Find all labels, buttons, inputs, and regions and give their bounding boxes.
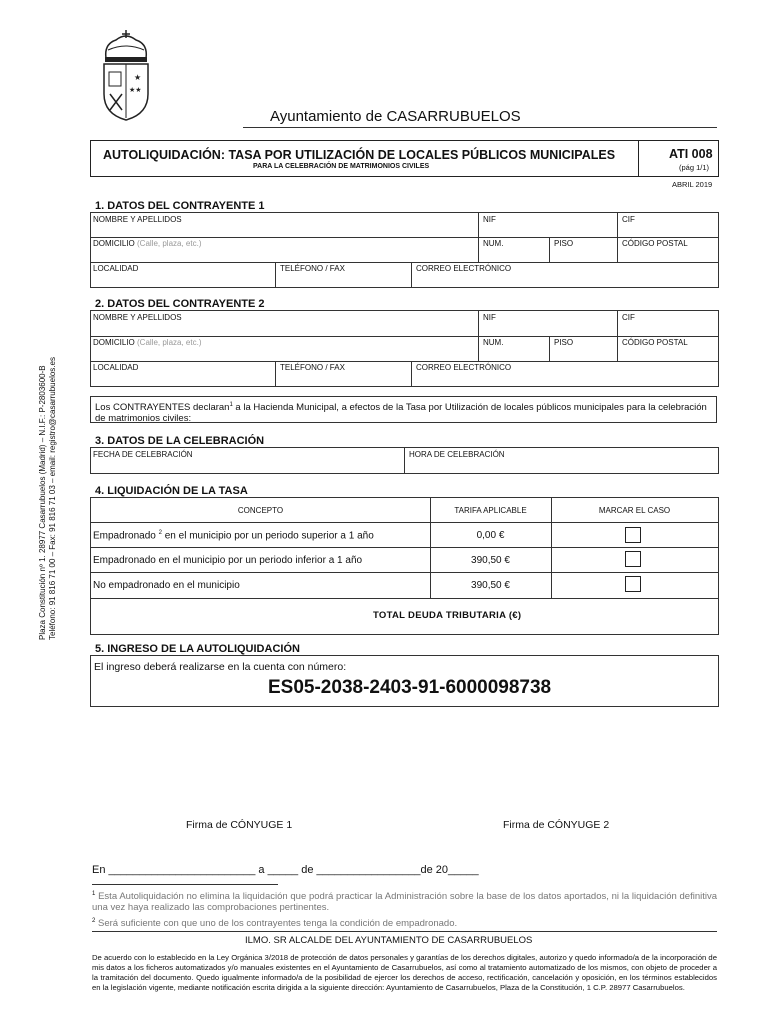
row1-concepto-b: en el municipio por un periodo superior a 1 año (161, 530, 374, 542)
row1-checkbox[interactable] (625, 527, 641, 543)
svg-text:★★: ★★ (129, 87, 142, 94)
addressee-rule (92, 931, 717, 932)
col-concepto: CONCEPTO (237, 506, 284, 515)
svg-text:★: ★ (134, 73, 142, 82)
title-divider (638, 141, 639, 176)
side-address-line2: Teléfono: 91 816 71 00 – Fax: 91 816 71 03 – email: registro@casarrubuelos.es (48, 357, 57, 640)
footnote-rule (92, 884, 278, 885)
tasa-table (90, 497, 719, 635)
s1-piso-field[interactable]: PISO (554, 239, 574, 248)
form-date: ABRIL 2019 (672, 180, 713, 189)
addressee: ILMO. SR ALCALDE DEL AYUNTAMIENTO DE CASARRUBUELOS (245, 935, 533, 946)
section5-title: 5. INGRESO DE LA AUTOLIQUIDACIÓN (95, 643, 300, 655)
declaration-part1: Los CONTRAYENTES declaran (95, 402, 230, 414)
title-box (90, 140, 719, 177)
footnote-ref-2: 2 (158, 530, 162, 536)
fecha-celebracion-field[interactable]: FECHA DE CELEBRACIÓN (93, 450, 193, 459)
header-rule (243, 127, 717, 128)
col-marcar: MARCAR EL CASO (598, 506, 671, 515)
form-code: ATI 008 (669, 147, 713, 161)
date-place-line[interactable]: En ________________________ a _____ de _________________de 20_____ (92, 864, 479, 876)
s1-domicilio-hint: (Calle, plaza, etc.) (137, 239, 202, 248)
s1-domicilio-label: DOMICILIO (93, 239, 135, 248)
side-address-line1: Plaza Constitución nº 1. 28977 Casarrubuelos (Madrid) – N.I.F.: P-2803600-B (38, 365, 47, 640)
section3-title: 3. DATOS DE LA CELEBRACIÓN (95, 435, 265, 447)
declaration-box (90, 396, 717, 423)
section2-grid (90, 310, 719, 387)
s2-cif-field[interactable]: CIF (622, 313, 635, 322)
section4-title: 4. LIQUIDACIÓN DE LA TASA (95, 485, 248, 497)
total-label: TOTAL DEUDA TRIBUTARIA (€) (373, 610, 522, 621)
table-row (91, 528, 376, 543)
s2-localidad-field[interactable]: LOCALIDAD (93, 363, 139, 372)
s1-localidad-field[interactable]: LOCALIDAD (93, 264, 139, 273)
footnote-1-text: Esta Autoliquidación no elimina la liquidación que podrá practicar la Administración sobre la base de los datos aportados, ni la liquidación definitiva una vez haya realizado las comprobaciones pertinentes. (92, 891, 718, 914)
s1-nif-field[interactable]: NIF (483, 215, 496, 224)
s1-correo-field[interactable]: CORREO ELECTRÓNICO (416, 264, 512, 273)
ingreso-text: El ingreso deberá realizarse en la cuenta con número: (94, 661, 347, 673)
s1-cif-field[interactable]: CIF (622, 215, 635, 224)
s2-domicilio-label: DOMICILIO (93, 338, 135, 347)
footnote-ref-1: 1 (229, 402, 233, 408)
s1-telefono-field[interactable]: TELÉFONO / FAX (280, 264, 345, 273)
form-title: AUTOLIQUIDACIÓN: TASA POR UTILIZACIÓN DE LOCALES PÚBLICOS MUNICIPALES (103, 148, 616, 162)
footnote-2-number: 2 (92, 918, 96, 924)
row3-concepto: No empadronado en el municipio (93, 580, 240, 591)
s2-piso-field[interactable]: PISO (554, 338, 574, 347)
s1-domicilio-field[interactable] (91, 237, 203, 250)
row1-tarifa: 0,00 € (476, 530, 505, 541)
s2-domicilio-field[interactable] (91, 336, 203, 349)
hora-celebracion-field[interactable]: HORA DE CELEBRACIÓN (409, 450, 505, 459)
s1-num-field[interactable]: NUM. (483, 239, 504, 248)
footnote-2-text: Será suficiente con que uno de los contrayentes tenga la condición de empadronado. (97, 918, 458, 930)
row2-concepto: Empadronado en el municipio por un periodo inferior a 1 año (93, 555, 363, 566)
firma-conyuge-2: Firma de CÓNYUGE 2 (503, 819, 610, 831)
declaration-text (95, 400, 713, 424)
s1-cp-field[interactable]: CÓDIGO POSTAL (622, 239, 688, 248)
coat-of-arms-icon (96, 30, 156, 125)
row2-tarifa: 390,50 € (471, 555, 510, 566)
section3-grid (90, 447, 719, 474)
row1-concepto-a: Empadronado (93, 530, 159, 542)
form-subtitle: PARA LA CELEBRACIÓN DE MATRIMONIOS CIVILES (253, 163, 430, 170)
footnote-1 (92, 889, 717, 913)
firma-conyuge-1: Firma de CÓNYUGE 1 (186, 819, 293, 831)
s2-nombre-field[interactable]: NOMBRE Y APELLIDOS (93, 313, 182, 322)
side-address (38, 320, 58, 640)
row3-checkbox[interactable] (625, 576, 641, 592)
section1-grid (90, 212, 719, 288)
section2-title: 2. DATOS DEL CONTRAYENTE 2 (95, 298, 265, 310)
s2-correo-field[interactable]: CORREO ELECTRÓNICO (416, 363, 512, 372)
footnote-2 (92, 916, 717, 929)
declaration-part2: a la Hacienda Municipal, a efectos de la Tasa por Utilización de locales públicos municipales para la celebración de matrimonios civiles: (95, 402, 707, 425)
s1-nombre-field[interactable]: NOMBRE Y APELLIDOS (93, 215, 182, 224)
section1-title: 1. DATOS DEL CONTRAYENTE 1 (95, 200, 265, 212)
s2-nif-field[interactable]: NIF (483, 313, 496, 322)
s2-domicilio-hint: (Calle, plaza, etc.) (137, 338, 202, 347)
legal-notice: De acuerdo con lo establecido en la Ley Orgánica 3/2018 de protección de datos personales y garantías de los derechos digitales, autorizo y quedo informado/a de la incorporación de mis datos a los ficheros automatizados y/o manuales existentes en el Ayuntamiento de Casarrubuelos, así como al tratamiento automatizado de los mismos, con objeto de proceder a la tramitación del documento. Quedo igualmente informado/a de la posibilidad de ejercer los derechos de acceso, rectificación, cancelación y oposición, en los términos establecidos en la legislación vigente, mediante notificación escrita dirigida a la siguiente dirección: Ayuntamiento de Casarrubuelos, Plaza de la Constitución, 1 C.P. 28977 Casarrubuelos. (92, 953, 717, 992)
page-number: (pág 1/1) (679, 163, 710, 172)
s2-cp-field[interactable]: CÓDIGO POSTAL (622, 338, 688, 347)
s2-num-field[interactable]: NUM. (483, 338, 504, 347)
col-tarifa: TARIFA APLICABLE (454, 506, 527, 515)
footnote-1-number: 1 (92, 891, 96, 897)
iban-number: ES05-2038-2403-91-6000098738 (268, 677, 552, 698)
row2-checkbox[interactable] (625, 551, 641, 567)
town-name: Ayuntamiento de CASARRUBUELOS (270, 108, 521, 125)
row3-tarifa: 390,50 € (471, 580, 510, 591)
s2-telefono-field[interactable]: TELÉFONO / FAX (280, 363, 345, 372)
